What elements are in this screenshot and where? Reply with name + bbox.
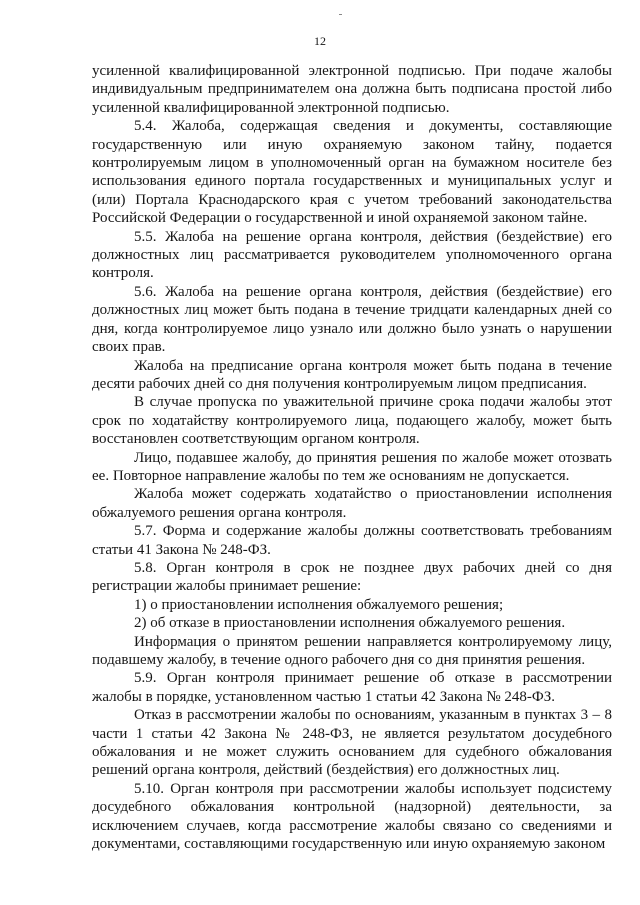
paragraph: 5.8. Орган контроля в срок не позднее двух рабочих дней со дня регистрации жалобы принимает решение:: [92, 559, 612, 595]
paragraph: 1) о приостановлении исполнения обжалуемого решения;: [134, 596, 504, 613]
paragraph: Жалоба на предписание органа контроля может быть подана в течение десяти рабочих дней со дня получения контролируемым лицом предписания.: [92, 357, 612, 392]
paragraph: 5.10. Орган контроля при рассмотрении жалобы использует подсистему досудебного обжалования контрольной (надзорной) деятельности, за исключением случаев, когда рассмотрение жалобы связано со сведениями и документами, составляющими государственную или иную охраняемую законом: [92, 780, 612, 853]
paragraph: 5.7. Форма и содержание жалобы должны соответствовать требованиям статьи 41 Закона № 248-ФЗ.: [92, 523, 612, 558]
paragraph: 5.9. Орган контроля принимает решение об отказе в рассмотрении жалобы в порядке, установленном частью 1 статьи 42 Закона № 248-ФЗ.: [92, 670, 612, 705]
document-body: [92, 62, 612, 853]
paragraph: усиленной квалифицированной электронной подписью. При подаче жалобы индивидуальным предпринимателем она должна быть подписана простой либо усиленной квалифицированной электронной подписью.: [92, 63, 612, 116]
paragraph: 5.4. Жалоба, содержащая сведения и документы, составляющие государственную или иную охраняемую законом тайну, подается контролируемым лицом в уполномоченный орган на бумажном носителе без использования единого портала государственных и муниципальных услуг и (или) Портала Краснодарского края с учетом требований законодательства Российской Федерации о государственной и иной охраняемой законом тайне.: [92, 118, 612, 227]
paragraph: 2) об отказе в приостановлении исполнения обжалуемого решения.: [134, 615, 566, 632]
page-number: 12: [314, 34, 326, 48]
paragraph: Жалоба может содержать ходатайство о приостановлении исполнения обжалуемого решения органа контроля.: [92, 486, 612, 521]
paragraph: Лицо, подавшее жалобу, до принятия решения по жалобе может отозвать ее. Повторное направление жалобы по тем же основаниям не допускается.: [92, 449, 612, 484]
paragraph: Информация о принятом решении направляется контролируемому лицу, подавшему жалобу, в течение одного рабочего дня со дня принятия решения.: [92, 633, 612, 668]
paragraph: Отказ в рассмотрении жалобы по основаниям, указанным в пунктах 3 – 8 части 1 статьи 42 Закона № 248-ФЗ, не является результатом досудебного обжалования и не может служить основанием для судебного обжалования решений органа контроля, действий (бездействия) его должностных лиц.: [92, 707, 612, 779]
scan-mark: [339, 14, 342, 15]
paragraph: 5.5. Жалоба на решение органа контроля, действия (бездействие) его должностных лиц рассматривается руководителем уполномоченного органа контроля.: [92, 228, 612, 282]
paragraph: В случае пропуска по уважительной причине срока подачи жалобы этот срок по ходатайству контролируемого лица, подающего жалобу, может быть восстановлен соответствующим органом контроля.: [92, 394, 612, 448]
paragraph: 5.6. Жалоба на решение органа контроля, действия (бездействие) его должностных лиц может быть подана в течение тридцати календарных дней со дня, когда контролируемое лицо узнало или должно было узнать о нарушении своих прав.: [92, 283, 612, 356]
